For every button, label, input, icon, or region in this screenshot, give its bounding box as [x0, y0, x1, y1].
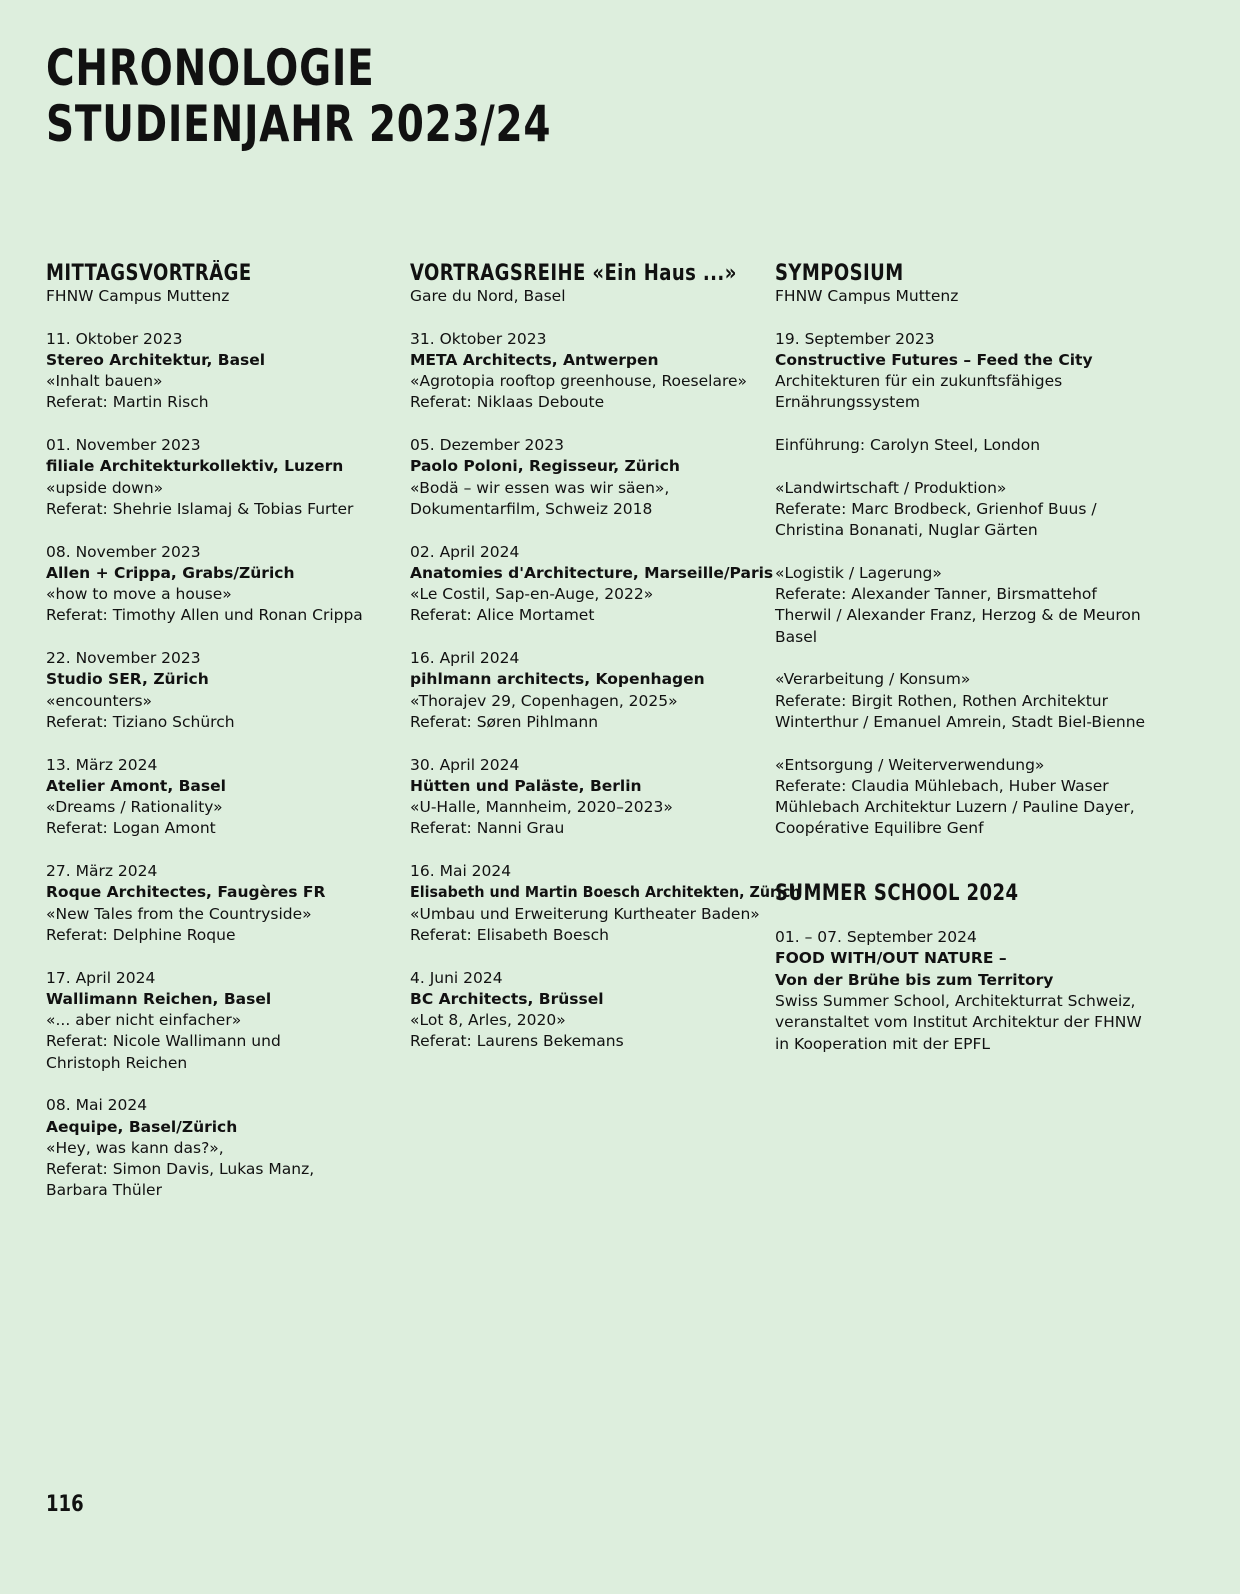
lecture-entry: [46, 435, 396, 520]
lecture-office: Atelier Amont, Basel: [46, 776, 226, 795]
column-vortragsreihe: [410, 261, 801, 1074]
lecture-entry: [410, 755, 770, 840]
lecture-title: «New Tales from the Countryside»: [46, 904, 312, 923]
lecture-office: BC Architects, Brüssel: [410, 989, 604, 1008]
summer-school-description: Swiss Summer School, Architekturrat Schweiz,: [775, 991, 1136, 1010]
lecture-office: Allen + Crippa, Grabs/Zürich: [46, 563, 295, 582]
lecture-title: «Le Costil, Sap-en-Auge, 2022»: [410, 585, 654, 604]
lecture-entry: [410, 542, 774, 627]
lecture-speaker: Referat: Alice Mortamet: [410, 606, 595, 625]
lecture-date: 13. März 2024: [46, 755, 158, 774]
lecture-title: «Inhalt bauen»: [46, 372, 163, 391]
section-location: FHNW Campus Muttenz: [46, 287, 230, 305]
lecture-entry: [46, 329, 396, 414]
lecture-title: «how to move a house»: [46, 585, 232, 604]
lecture-title-continued: Dokumentarfilm, Schweiz 2018: [410, 499, 653, 518]
lecture-entry: [410, 648, 770, 733]
symposium-block-speakers: Mühlebach Architektur Luzern / Pauline Dayer,: [775, 798, 1135, 817]
symposium-intro-text: Einführung: Carolyn Steel, London: [775, 436, 1041, 455]
symposium-block-speakers: Basel: [775, 627, 818, 646]
lecture-title: «U-Halle, Mannheim, 2020–2023»: [410, 798, 673, 817]
lecture-entry: [46, 861, 396, 946]
lecture-entry: [46, 648, 396, 733]
section-heading-summer-school: SUMMER SCHOOL 2024: [775, 880, 1019, 906]
lecture-speaker: Referat: Elisabeth Boesch: [410, 925, 609, 944]
symposium-block-title: «Verarbeitung / Konsum»: [775, 670, 971, 689]
lecture-date: 11. Oktober 2023: [46, 329, 183, 348]
symposium-block-title: «Logistik / Lagerung»: [775, 563, 942, 582]
symposium-description-continued: Ernährungssystem: [775, 393, 921, 412]
symposium-block-speakers: Coopérative Equilibre Genf: [775, 819, 984, 838]
summer-school-subtitle: Von der Brühe bis zum Territory: [775, 970, 1054, 989]
section-heading-mittagsvortraege: MITTAGSVORTRÄGE: [46, 261, 252, 286]
lecture-office: filiale Architekturkollektiv, Luzern: [46, 457, 344, 476]
lecture-title: «Thorajev 29, Copenhagen, 2025»: [410, 691, 678, 710]
lecture-speaker: Referat: Niklaas Deboute: [410, 393, 605, 412]
summer-school-date: 01. – 07. September 2024: [775, 928, 977, 947]
lecture-speaker: Referat: Søren Pihlmann: [410, 712, 599, 731]
lecture-date: 17. April 2024: [46, 968, 156, 987]
lecture-title: «encounters»: [46, 691, 153, 710]
lecture-date: 22. November 2023: [46, 649, 201, 668]
symposium-description: Architekturen für ein zukunftsfähiges: [775, 372, 1063, 391]
symposium-block-speakers: Referate: Marc Brodbeck, Grienhof Buus /: [775, 499, 1097, 518]
lecture-date: 02. April 2024: [410, 542, 520, 561]
lecture-speaker: Referat: Nanni Grau: [410, 819, 565, 838]
section-location: FHNW Campus Muttenz: [775, 287, 959, 305]
lecture-date: 4. Juni 2024: [410, 968, 503, 987]
lecture-date: 30. April 2024: [410, 755, 520, 774]
lecture-date: 16. Mai 2024: [410, 862, 512, 881]
symposium-block-title: «Landwirtschaft / Produktion»: [775, 478, 1007, 497]
lecture-office: Wallimann Reichen, Basel: [46, 989, 272, 1008]
lecture-date: 08. Mai 2024: [46, 1096, 148, 1115]
column-symposium: [775, 261, 1146, 1076]
lecture-date: 27. März 2024: [46, 862, 158, 881]
column-mittagsvortraege: [46, 262, 396, 1223]
symposium-block-title: «Entsorgung / Weiterverwendung»: [775, 755, 1045, 774]
lecture-speaker: Referat: Nicole Wallimann und: [46, 1032, 281, 1051]
lecture-speaker: Referat: Logan Amont: [46, 819, 216, 838]
summer-school-entry: [775, 927, 1142, 1055]
lecture-office: Elisabeth und Martin Boesch Architekten, Zürich: [410, 883, 801, 902]
lecture-date: 05. Dezember 2023: [410, 436, 564, 455]
lecture-title: «Dreams / Rationality»: [46, 798, 223, 817]
symposium-block-speakers: Referate: Alexander Tanner, Birsmattehof: [775, 585, 1097, 604]
lecture-title: «Lot 8, Arles, 2020»: [410, 1011, 566, 1030]
lecture-entry: [46, 755, 396, 840]
lecture-entry: [46, 1095, 396, 1201]
symposium-entry: [775, 329, 1135, 414]
symposium-block-speakers: Christina Bonanati, Nuglar Gärten: [775, 521, 1038, 540]
lecture-office: Studio SER, Zürich: [46, 670, 209, 689]
section-heading-vortragsreihe: VORTRAGSREIHE «Ein Haus ...»: [410, 261, 737, 286]
lecture-title: «Umbau und Erweiterung Kurtheater Baden»: [410, 904, 760, 923]
lecture-speaker-continued: Barbara Thüler: [46, 1181, 162, 1200]
lecture-date: 01. November 2023: [46, 436, 201, 455]
lecture-title: «Hey, was kann das?»,: [46, 1138, 224, 1157]
lecture-entry: [410, 861, 801, 946]
summer-school-description: veranstaltet vom Institut Architektur der FHNW: [775, 1013, 1142, 1032]
lecture-office: Paolo Poloni, Regisseur, Zürich: [410, 457, 680, 476]
symposium-block: [775, 563, 1141, 648]
lecture-date: 31. Oktober 2023: [410, 329, 547, 348]
lecture-entry: [410, 329, 770, 414]
lecture-office: Hütten und Paläste, Berlin: [410, 776, 642, 795]
lecture-office: Aequipe, Basel/Zürich: [46, 1117, 238, 1136]
page-number: 116: [46, 1492, 84, 1517]
lecture-office: Stereo Architektur, Basel: [46, 350, 266, 369]
lecture-office: Roque Architectes, Faugères FR: [46, 883, 326, 902]
lecture-office: META Architects, Antwerpen: [410, 350, 659, 369]
page-title: [46, 40, 551, 152]
lecture-entry: [46, 542, 396, 627]
symposium-block: [775, 478, 1135, 542]
lecture-title: «... aber nicht einfacher»: [46, 1011, 242, 1030]
page-title-line-1: CHRONOLOGIE: [46, 39, 375, 97]
symposium-title: Constructive Futures – Feed the City: [775, 350, 1093, 369]
summer-school-description: in Kooperation mit der EPFL: [775, 1034, 991, 1053]
lecture-speaker: Referat: Martin Risch: [46, 393, 209, 412]
lecture-title: «upside down»: [46, 478, 164, 497]
symposium-block: [775, 755, 1135, 840]
lecture-entry: [410, 435, 770, 520]
symposium-date: 19. September 2023: [775, 329, 935, 348]
symposium-block-speakers: Therwil / Alexander Franz, Herzog & de Meuron: [775, 606, 1141, 625]
lecture-date: 08. November 2023: [46, 542, 201, 561]
lecture-date: 16. April 2024: [410, 649, 520, 668]
lecture-speaker: Referat: Shehrie Islamaj & Tobias Furter: [46, 499, 354, 518]
lecture-speaker-continued: Christoph Reichen: [46, 1053, 188, 1072]
symposium-intro: [775, 435, 1135, 456]
lecture-office: pihlmann architects, Kopenhagen: [410, 670, 705, 689]
symposium-block-speakers: Referate: Birgit Rothen, Rothen Architektur: [775, 691, 1108, 710]
lecture-speaker: Referat: Delphine Roque: [46, 925, 236, 944]
lecture-title: «Bodä – wir essen was wir säen»,: [410, 478, 670, 497]
lecture-speaker: Referat: Laurens Bekemans: [410, 1032, 624, 1051]
symposium-block: [775, 669, 1146, 733]
lecture-title: «Agrotopia rooftop greenhouse, Roeselare»: [410, 372, 748, 391]
section-location: Gare du Nord, Basel: [410, 287, 566, 305]
lecture-entry: [410, 968, 770, 1053]
lecture-speaker: Referat: Tiziano Schürch: [46, 712, 235, 731]
summer-school-title: FOOD WITH/OUT NATURE –: [775, 949, 1007, 968]
lecture-speaker: Referat: Simon Davis, Lukas Manz,: [46, 1160, 315, 1179]
section-heading-symposium: SYMPOSIUM: [775, 261, 904, 286]
lecture-speaker: Referat: Timothy Allen und Ronan Crippa: [46, 606, 363, 625]
page-title-line-2: STUDIENJAHR 2023/24: [46, 95, 552, 153]
lecture-office: Anatomies d'Architecture, Marseille/Paris: [410, 563, 774, 582]
lecture-entry: [46, 968, 396, 1074]
symposium-block-speakers: Winterthur / Emanuel Amrein, Stadt Biel-Bienne: [775, 712, 1146, 731]
symposium-block-speakers: Referate: Claudia Mühlebach, Huber Waser: [775, 776, 1109, 795]
